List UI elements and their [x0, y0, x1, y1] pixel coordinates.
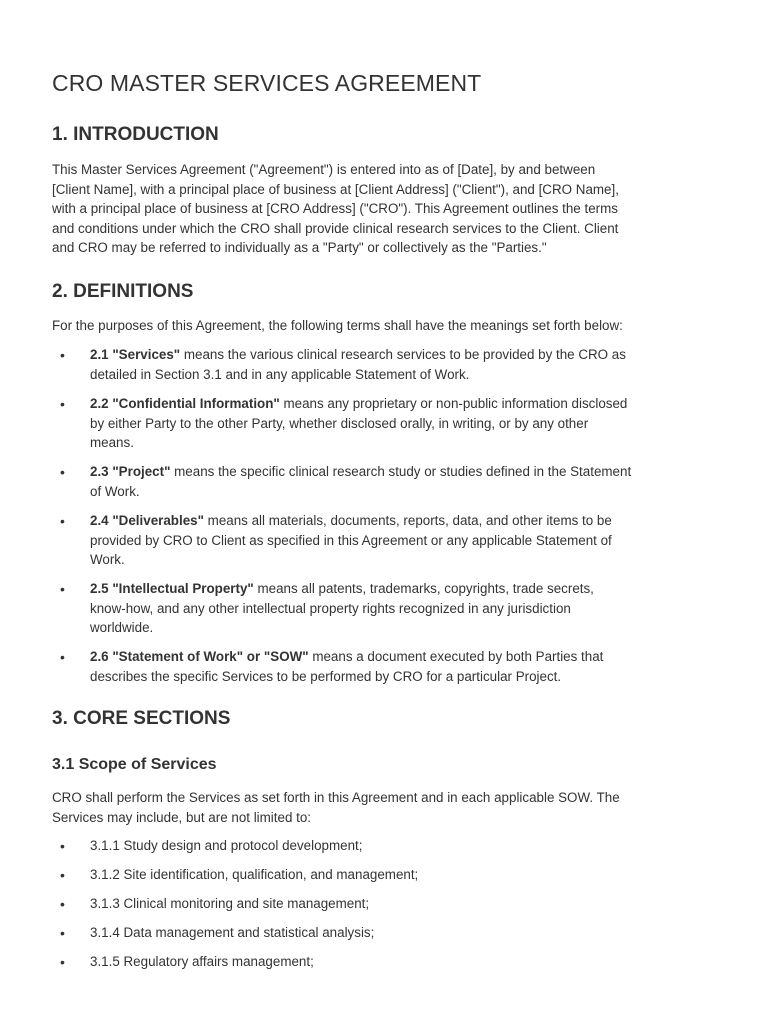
introduction-line: This Master Services Agreement ("Agreement") is entered into as of [Date], by and between — [52, 162, 596, 177]
bullet-icon: • — [60, 464, 65, 480]
definition-text: means a document executed by both Parties that — [308, 649, 604, 664]
scope-item-text: 3.1.1 Study design and protocol development; — [90, 838, 363, 853]
definition-text: means. — [90, 435, 134, 450]
definitions-intro — [52, 316, 720, 336]
introduction-line: and CRO may be referred to individually as a "Party" or collectively as the "Parties." — [52, 240, 547, 255]
subsection-heading-scope-of-services: 3.1 Scope of Services — [52, 756, 217, 773]
section-heading-definitions: 2. DEFINITIONS — [52, 281, 194, 302]
bullet-icon: • — [60, 513, 65, 529]
introduction-line: and conditions under which the CRO shall provide clinical research services to the Client. Client — [52, 220, 619, 236]
section-heading-introduction: 1. INTRODUCTION — [52, 124, 219, 145]
bullet-icon: • — [60, 649, 65, 665]
bullet-icon: • — [60, 396, 65, 412]
document-title: CRO MASTER SERVICES AGREEMENT — [52, 70, 482, 96]
introduction-line: [Client Name], with a principal place of business at [Client Address] ("Client"), and [CRO Name], — [52, 181, 619, 197]
scope-item-text: 3.1.3 Clinical monitoring and site management; — [90, 896, 370, 911]
definition-term: 2.4 "Deliverables" — [90, 513, 204, 528]
definition-term: 2.6 "Statement of Work" or "SOW" — [90, 649, 309, 664]
definition-text: detailed in Section 3.1 and in any applicable Statement of Work. — [90, 366, 470, 382]
scope-item-text: 3.1.2 Site identification, qualification, and management; — [90, 867, 419, 882]
definition-text: means the specific clinical research study or studies defined in the Statement — [170, 464, 632, 479]
definition-text: Work. — [90, 552, 125, 567]
scope-item-text: 3.1.4 Data management and statistical analysis; — [90, 925, 375, 940]
definition-text: means all patents, trademarks, copyrights, trade secrets, — [253, 581, 594, 596]
bullet-icon: • — [60, 896, 65, 912]
definition-text: describes the specific Services to be performed by CRO for a particular Project. — [90, 668, 562, 684]
definition-text: by either Party to the other Party, whether disclosed orally, in writing, or by any other — [90, 415, 589, 431]
bullet-icon: • — [60, 867, 65, 883]
bullet-icon: • — [60, 838, 65, 854]
bullet-icon: • — [60, 925, 65, 941]
definition-text: means the various clinical research services to be provided by the CRO as — [180, 347, 626, 362]
scope-line: Services may include, but are not limited to: — [52, 809, 312, 825]
scope-paragraph — [52, 788, 720, 827]
scope-item-text: 3.1.5 Regulatory affairs management; — [90, 954, 314, 969]
definition-text: means all materials, documents, reports, data, and other items to be — [203, 513, 612, 528]
introduction-line: with a principal place of business at [CRO Address] ("CRO"). This Agreement outlines the terms — [52, 201, 618, 216]
definition-term: 2.2 "Confidential Information" — [90, 396, 280, 411]
definition-term: 2.1 "Services" — [90, 347, 181, 362]
scope-line: CRO shall perform the Services as set forth in this Agreement and in each applicable SOW. The — [52, 790, 620, 805]
definitions-intro-line: For the purposes of this Agreement, the following terms shall have the meanings set forth below: — [52, 318, 623, 333]
bullet-icon: • — [60, 347, 65, 363]
bullet-icon: • — [60, 954, 65, 970]
definition-text: provided by CRO to Client as specified in this Agreement or any applicable Statement of — [90, 532, 612, 548]
definition-term: 2.3 "Project" — [90, 464, 171, 479]
definition-text: know-how, and any other intellectual property rights recognized in any jurisdiction — [90, 600, 571, 616]
introduction-paragraph — [52, 160, 720, 258]
definition-term: 2.5 "Intellectual Property" — [90, 581, 254, 596]
definition-text: worldwide. — [90, 620, 154, 635]
bullet-icon: • — [60, 581, 65, 597]
section-heading-core-sections: 3. CORE SECTIONS — [52, 708, 231, 729]
definition-text: of Work. — [90, 483, 140, 499]
definition-text: means any proprietary or non-public information disclosed — [279, 396, 628, 411]
